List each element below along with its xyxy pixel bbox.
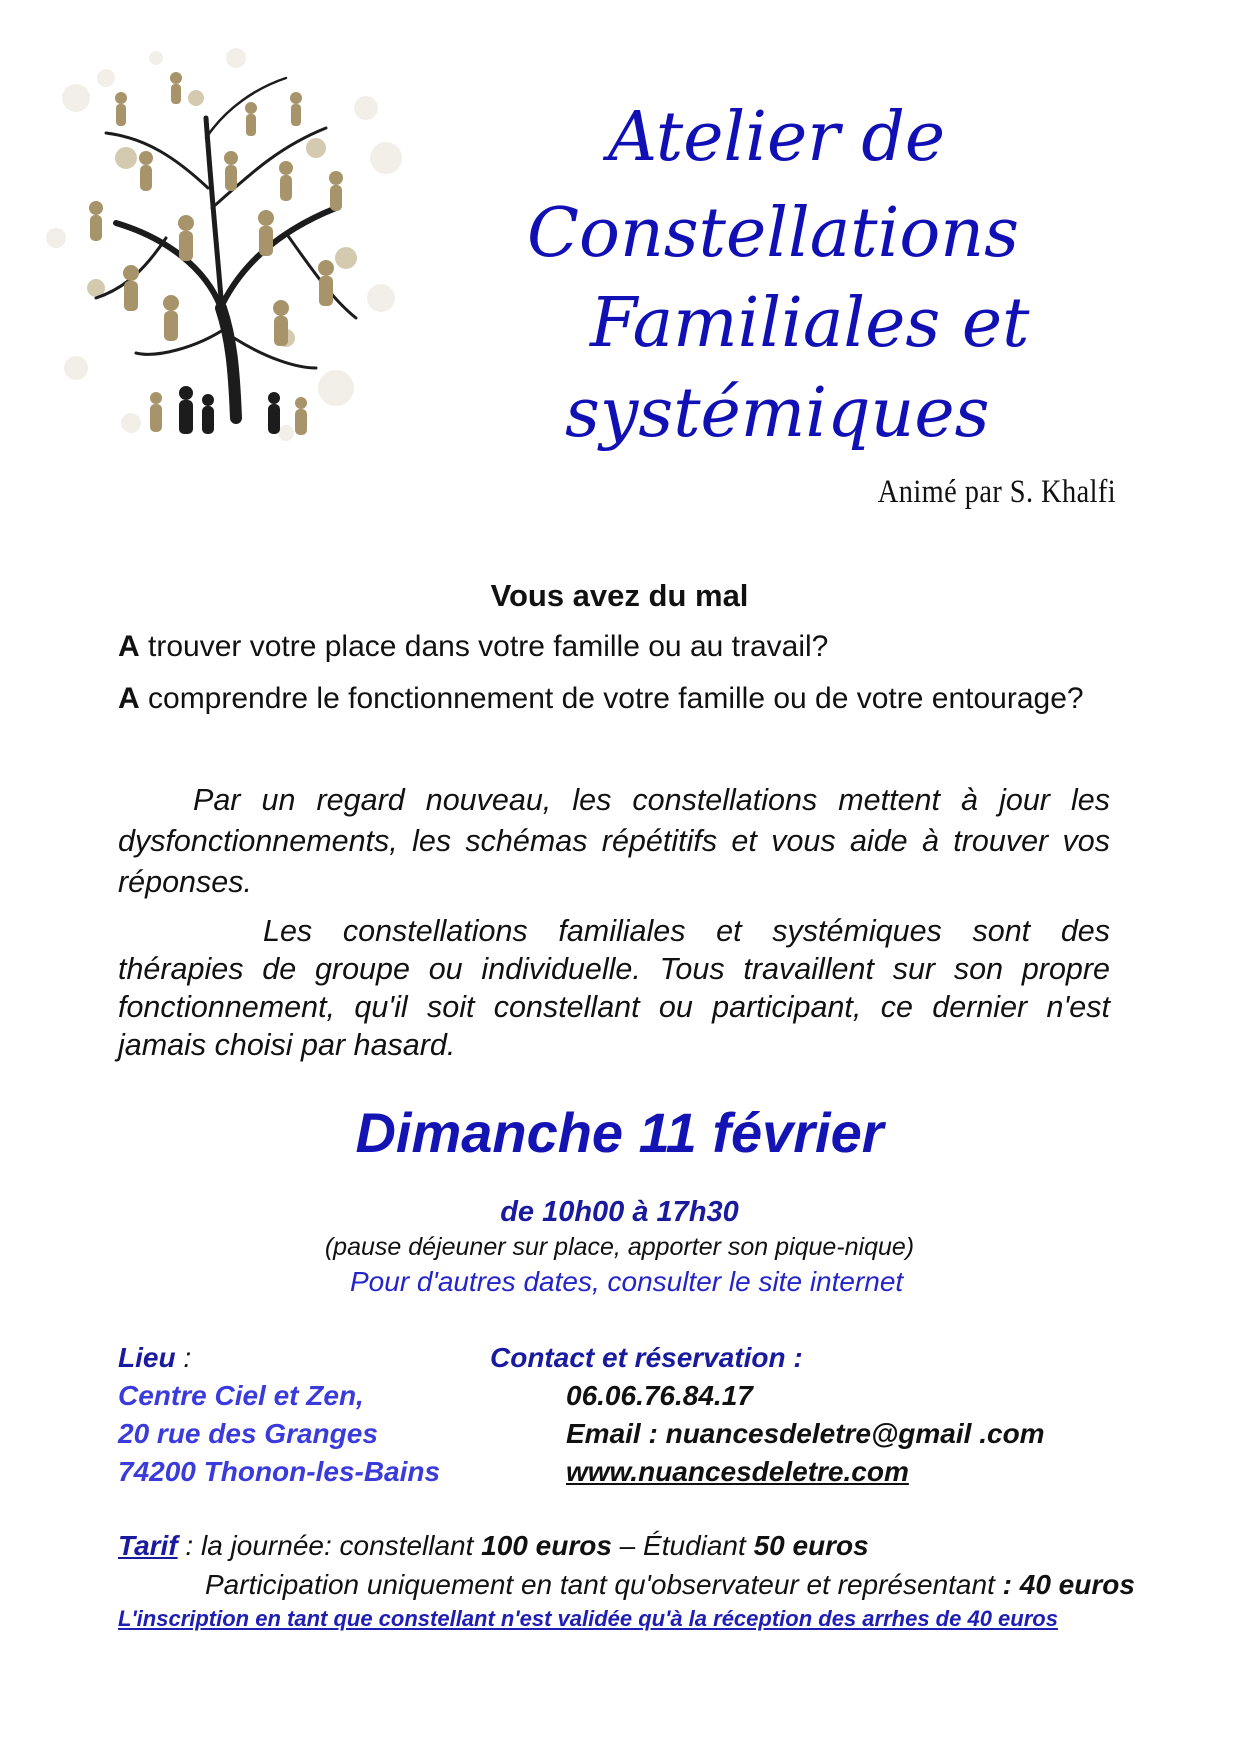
- family-tree-illustration: [36, 38, 416, 458]
- location-label-suffix: :: [175, 1342, 192, 1373]
- pricing-line: [118, 1530, 869, 1562]
- event-note: (pause déjeuner sur place, apporter son pique-nique): [324, 1233, 915, 1261]
- registration-note: L'inscription en tant que constellant n'est validée qu'à la réception des arrhes de 40 euros: [118, 1606, 1058, 1631]
- title-line-1: Atelier de: [608, 98, 946, 177]
- questions-heading: Vous avez du mal: [490, 578, 749, 613]
- contact-website-link[interactable]: www.nuancesdeletre.com: [566, 1456, 909, 1487]
- intro-paragraph: Par un regard nouveau, les constellations mettent à jour les dysfonctionnements, les schémas répétitifs et vous aide à trouver vos réponses.: [118, 783, 1110, 899]
- student-price: 50 euros: [753, 1530, 869, 1561]
- observer-text: Participation uniquement en tant qu'observateur et représentant: [205, 1569, 1003, 1600]
- other-dates-note: Pour d'autres dates, consulter le site internet: [350, 1266, 904, 1297]
- pricing-separator: – Étudiant: [611, 1530, 754, 1561]
- question-text: comprendre le fonctionnement de votre famille ou de votre entourage?: [139, 682, 1084, 715]
- observer-pricing-line: [205, 1569, 1135, 1601]
- location-line-2: 20 rue des Granges: [118, 1418, 378, 1449]
- contact-email[interactable]: Email : nuancesdeletre@gmail .com: [566, 1418, 1045, 1449]
- question-text: trouver votre place dans votre famille ou au travail?: [139, 630, 829, 663]
- location-line-3: 74200 Thonon-les-Bains: [118, 1456, 441, 1487]
- observer-price: : 40 euros: [1002, 1569, 1135, 1600]
- title-line-4: systémiques: [565, 374, 990, 453]
- title-line-3: Familiales et: [590, 284, 1030, 363]
- pricing-day-text: : la journée: constellant: [177, 1530, 482, 1561]
- event-time: de 10h00 à 17h30: [500, 1196, 739, 1228]
- question-prefix: A: [118, 682, 140, 715]
- location-label-text: Lieu: [118, 1342, 176, 1373]
- title-line-2: Constellations: [527, 194, 1019, 273]
- animator-credit: Animé par S. Khalfi: [877, 474, 1116, 510]
- location-label: [118, 1342, 191, 1374]
- constellant-price: 100 euros: [481, 1530, 612, 1561]
- question-2: [118, 682, 1084, 716]
- pricing-label: Tarif: [118, 1530, 178, 1561]
- event-date: Dimanche 11 février: [355, 1101, 884, 1164]
- question-prefix: A: [118, 630, 140, 663]
- contact-label: Contact et réservation :: [490, 1342, 803, 1373]
- contact-phone: 06.06.76.84.17: [566, 1380, 753, 1411]
- question-1: [118, 630, 828, 664]
- description-paragraph: Les constellations familiales et systémiques sont des thérapies de groupe ou individuelle. Tous travaillent sur son propre fonctionnement, qu'il soit constellant ou participant, ce dernier n'est jamais choisi par hasard.: [118, 914, 1110, 1062]
- location-line-1: Centre Ciel et Zen,: [118, 1380, 364, 1411]
